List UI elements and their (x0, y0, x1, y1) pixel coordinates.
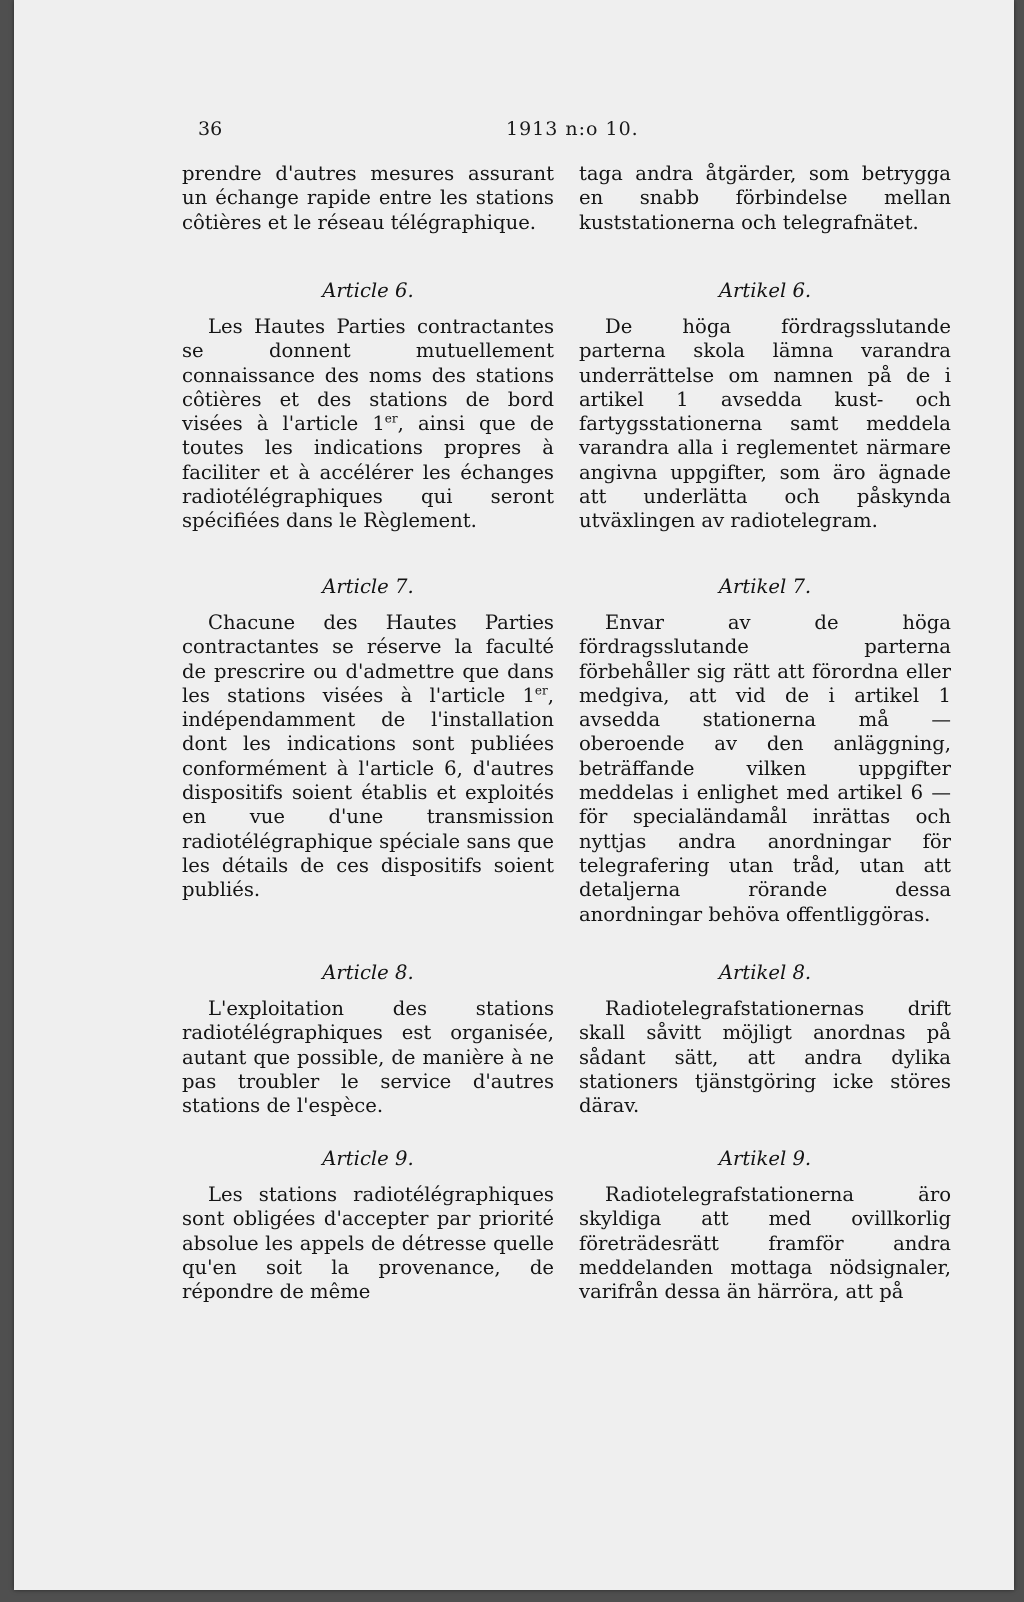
swedish-article-8-heading-block (579, 961, 951, 989)
french-article-6-text-pre: Les Hautes Parties contractantes se donnent mutuellement connaissance des noms des stations côtières et des stations de bord visées à l'article 1 (182, 315, 554, 436)
french-article-9-section (182, 1175, 554, 1304)
swedish-article-6-section (579, 307, 951, 575)
french-article-8-section (182, 989, 554, 1147)
document-reference: 1913 n:o 10. (506, 118, 639, 140)
swedish-column (579, 162, 951, 1304)
french-article-8-heading: Article 8. (322, 961, 414, 984)
swedish-article-7-paragraph: Envar av de höga fördragsslutande parterna förbehåller sig rätt att förordna eller medgiva, att vid de i artikel 1 avsedda stationerna må — oberoende av den anläggning, beträffande vilken uppgifter meddelas i enlighet med artikel 6 — för specialändamål inrättas och nyttjas andra anordningar för telegrafering utan tråd, utan att detaljerna rörande dessa anordningar behöva offentliggöras. (579, 611, 951, 926)
french-article-6-section (182, 307, 554, 575)
french-article-8-heading-block (182, 961, 554, 989)
french-article-8-paragraph: L'exploitation des stations radiotélégraphiques est organisée, autant que possible, de manière à ne pas troubler le service d'autres stations de l'espèce. (182, 997, 554, 1118)
swedish-article-7-section (579, 603, 951, 961)
swedish-intro-paragraph: taga andra åtgärder, som betrygga en snabb förbindelse mellan kuststationerna och telegrafnätet. (579, 162, 951, 234)
french-article-7-sup: er (534, 683, 548, 698)
french-article-6-heading-block (182, 279, 554, 307)
french-intro-section (182, 162, 554, 279)
swedish-article-9-heading: Artikel 9. (718, 1147, 812, 1170)
swedish-article-9-heading-block (579, 1147, 951, 1175)
swedish-article-7-heading: Artikel 7. (718, 575, 812, 598)
french-article-7-text-pre: Chacune des Hautes Parties contractantes se réserve la faculté de prescrire ou d'admettre que dans les stations visées à l'article 1 (182, 611, 554, 707)
swedish-article-6-heading-block (579, 279, 951, 307)
french-article-7-heading-block (182, 575, 554, 603)
swedish-article-6-paragraph: De höga fördragsslutande parterna skola lämna varandra underrättelse om namnen på de i artikel 1 avsedda kust- och fartygsstationerna samt meddela varandra alla i reglementet närmare angivna uppgifter, som äro ägnade att underlätta och påskynda utväxlingen av radiotelegram. (579, 315, 951, 533)
swedish-article-9-paragraph: Radiotelegrafstationerna äro skyldiga att med ovillkorlig företrädesrätt framför andra meddelanden mottaga nödsignaler, varifrån dessa än härröra, att på (579, 1183, 951, 1304)
french-article-9-heading-block (182, 1147, 554, 1175)
french-article-7-section (182, 603, 554, 961)
swedish-article-7-heading-block (579, 575, 951, 603)
french-article-6-sup: er (384, 411, 398, 426)
french-column (182, 162, 554, 1304)
french-article-9-paragraph: Les stations radiotélégraphiques sont obligées d'accepter par priorité absolue les appels de détresse quelle qu'en soit la provenance, de répondre de même (182, 1183, 554, 1304)
french-article-6-text-post: , ainsi que de toutes les indications propres à faciliter et à accélérer les échanges radiotélégraphiques qui seront spécifiées dans le Règlement. (182, 412, 554, 533)
french-article-6-heading: Article 6. (322, 279, 414, 302)
french-article-7-text-post: , indépendamment de l'installation dont les indications sont publiées conformément à l'article 6, d'autres dispositifs soient établis et exploités en vue d'une transmission radiotélégraphique spéciale sans que les détails de ces dispositifs soient publiés. (182, 683, 554, 902)
french-article-7-heading: Article 7. (322, 575, 414, 598)
french-article-7-paragraph (182, 611, 554, 903)
swedish-article-9-section (579, 1175, 951, 1304)
french-article-6-paragraph (182, 315, 554, 534)
swedish-article-8-heading: Artikel 8. (718, 961, 812, 984)
document-page (14, 0, 1014, 1590)
swedish-article-8-section (579, 989, 951, 1147)
swedish-article-6-heading: Artikel 6. (718, 279, 812, 302)
french-article-9-heading: Article 9. (322, 1147, 414, 1170)
page-header (186, 114, 960, 146)
french-intro-paragraph: prendre d'autres mesures assurant un échange rapide entre les stations côtières et le réseau télégraphique. (182, 162, 554, 234)
swedish-intro-section (579, 162, 951, 279)
swedish-article-8-paragraph: Radiotelegrafstationernas drift skall såvitt möjligt anordnas på sådant sätt, att andra dylika stationers tjänstgöring icke störes därav. (579, 997, 951, 1118)
page-number: 36 (198, 118, 223, 140)
